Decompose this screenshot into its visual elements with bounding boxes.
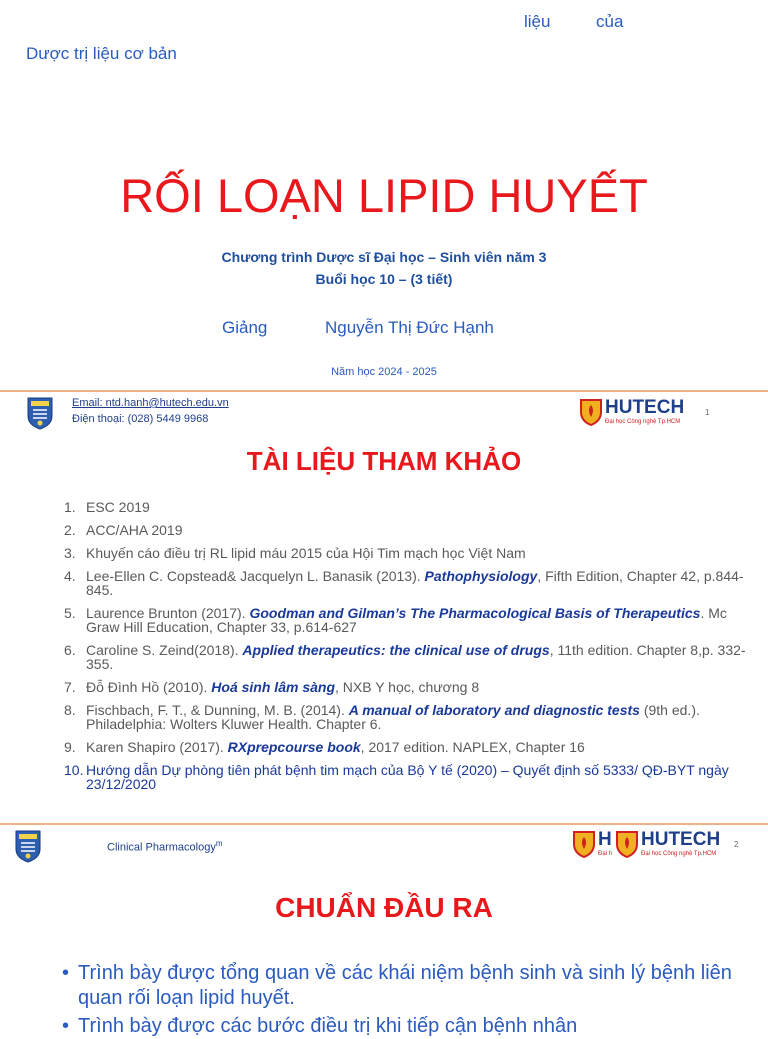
hutech-logo-sub: Đại học Công nghệ Tp.HCM bbox=[605, 419, 681, 425]
list-item: 10. Hướng dẫn Dự phòng tiên phát bệnh tim mạch của Bộ Y tế (2020) – Quyết định số 5333/ QĐ-BYT ngày 23/12/2020 bbox=[64, 762, 729, 792]
lecturer-label: Giảng bbox=[222, 318, 268, 337]
bullet-dot: • bbox=[62, 1015, 70, 1037]
list-item: 5. Laurence Brunton (2017). Goodman and Gilman’s The Pharmacological Basis of Therapeutics. Mc Graw Hill Education, Chapter 33, p.614-627 bbox=[64, 605, 727, 635]
list-item: 9. Karen Shapiro (2017). RXprepcourse book, 2017 edition. NAPLEX, Chapter 16 bbox=[64, 739, 585, 755]
header-word-cua: của bbox=[596, 12, 624, 31]
hutech-logo-partial-word: H bbox=[598, 829, 612, 850]
hutech-logo-word: HUTECH bbox=[641, 829, 721, 850]
course-title: Dược trị liệu cơ bản bbox=[26, 44, 177, 63]
hutech-logo-partial-sub: Đại h bbox=[598, 851, 613, 857]
university-crest-icon bbox=[25, 396, 55, 430]
hutech-shield-icon bbox=[572, 830, 596, 858]
academic-year: Năm học 2024 - 2025 bbox=[331, 366, 437, 378]
lecturer-name: Nguyễn Thị Đức Hạnh bbox=[325, 318, 494, 337]
course-label: Clinical Pharmacology$^m$ bbox=[107, 839, 223, 854]
header-word-lieu: liệu bbox=[524, 12, 551, 31]
hutech-logo-word: HUTECH bbox=[605, 397, 685, 418]
page-number: 2 bbox=[734, 840, 739, 849]
list-item: 3. Khuyến cáo điều trị RL lipid máu 2015 của Hội Tim mạch học Việt Nam bbox=[64, 545, 526, 561]
outcome-bullet bbox=[62, 1014, 752, 1037]
bullet-dot: • bbox=[62, 962, 70, 984]
list-item: 4. Lee-Ellen C. Copstead& Jacquelyn L. Banasik (2013). Pathophysiology, Fifth Edition, Chapter 42, p.844-845. bbox=[64, 568, 744, 598]
university-crest-icon bbox=[13, 829, 43, 863]
outcomes-title: CHUẨN ĐẦU RA bbox=[275, 892, 493, 923]
course-label-sup: m bbox=[215, 839, 223, 848]
list-item: 1. ESC 2019 bbox=[64, 499, 150, 515]
main-title: RỐI LOẠN LIPID HUYẾT bbox=[120, 169, 648, 222]
contact-email[interactable]: Email: ntd.hanh@hutech.edu.vn bbox=[72, 397, 229, 409]
slide-divider bbox=[0, 823, 768, 825]
hutech-shield-icon bbox=[579, 398, 603, 426]
hutech-logo-sub: Đại học Công nghệ Tp.HCM bbox=[641, 851, 717, 857]
outcome-bullet bbox=[62, 961, 752, 1011]
outcome-text: Trình bày được các bước điều trị khi tiếp cận bệnh nhân bbox=[78, 1015, 578, 1037]
hutech-logo-partial bbox=[572, 830, 612, 858]
session-line: Buổi học 10 – (3 tiết) bbox=[315, 271, 453, 287]
hutech-logo bbox=[579, 398, 684, 426]
slide-divider bbox=[0, 390, 768, 392]
contact-phone: Điện thoại: (028) 5449 9968 bbox=[72, 413, 209, 425]
reference-list bbox=[64, 500, 754, 791]
list-item: 7. Đỗ Đình Hồ (2010). Hoá sinh lâm sàng, NXB Y học, chương 8 bbox=[64, 679, 480, 695]
list-item: 8. Fischbach, F. T., & Dunning, M. B. (2014). A manual of laboratory and diagnostic tests (9th ed.). Philadelphia: Wolters Kluwer Health. Chapter 6. bbox=[64, 702, 700, 732]
outcome-text: Trình bày được tổng quan về các khái niệm bệnh sinh và sinh lý bệnh liên quan rối loạn lipid huyết. bbox=[78, 962, 732, 1009]
hutech-logo bbox=[615, 830, 720, 858]
references-title: TÀI LIỆU THAM KHẢO bbox=[246, 446, 522, 476]
list-item: 2. ACC/AHA 2019 bbox=[64, 522, 183, 538]
program-line: Chương trình Dược sĩ Đại học – Sinh viên năm 3 bbox=[221, 249, 547, 265]
page-number: 1 bbox=[705, 408, 710, 417]
hutech-shield-icon bbox=[615, 830, 639, 858]
list-item: 6. Caroline S. Zeind(2018). Applied therapeutics: the clinical use of drugs, 11th edition. Chapter 8,p. 332-355. bbox=[64, 642, 746, 672]
